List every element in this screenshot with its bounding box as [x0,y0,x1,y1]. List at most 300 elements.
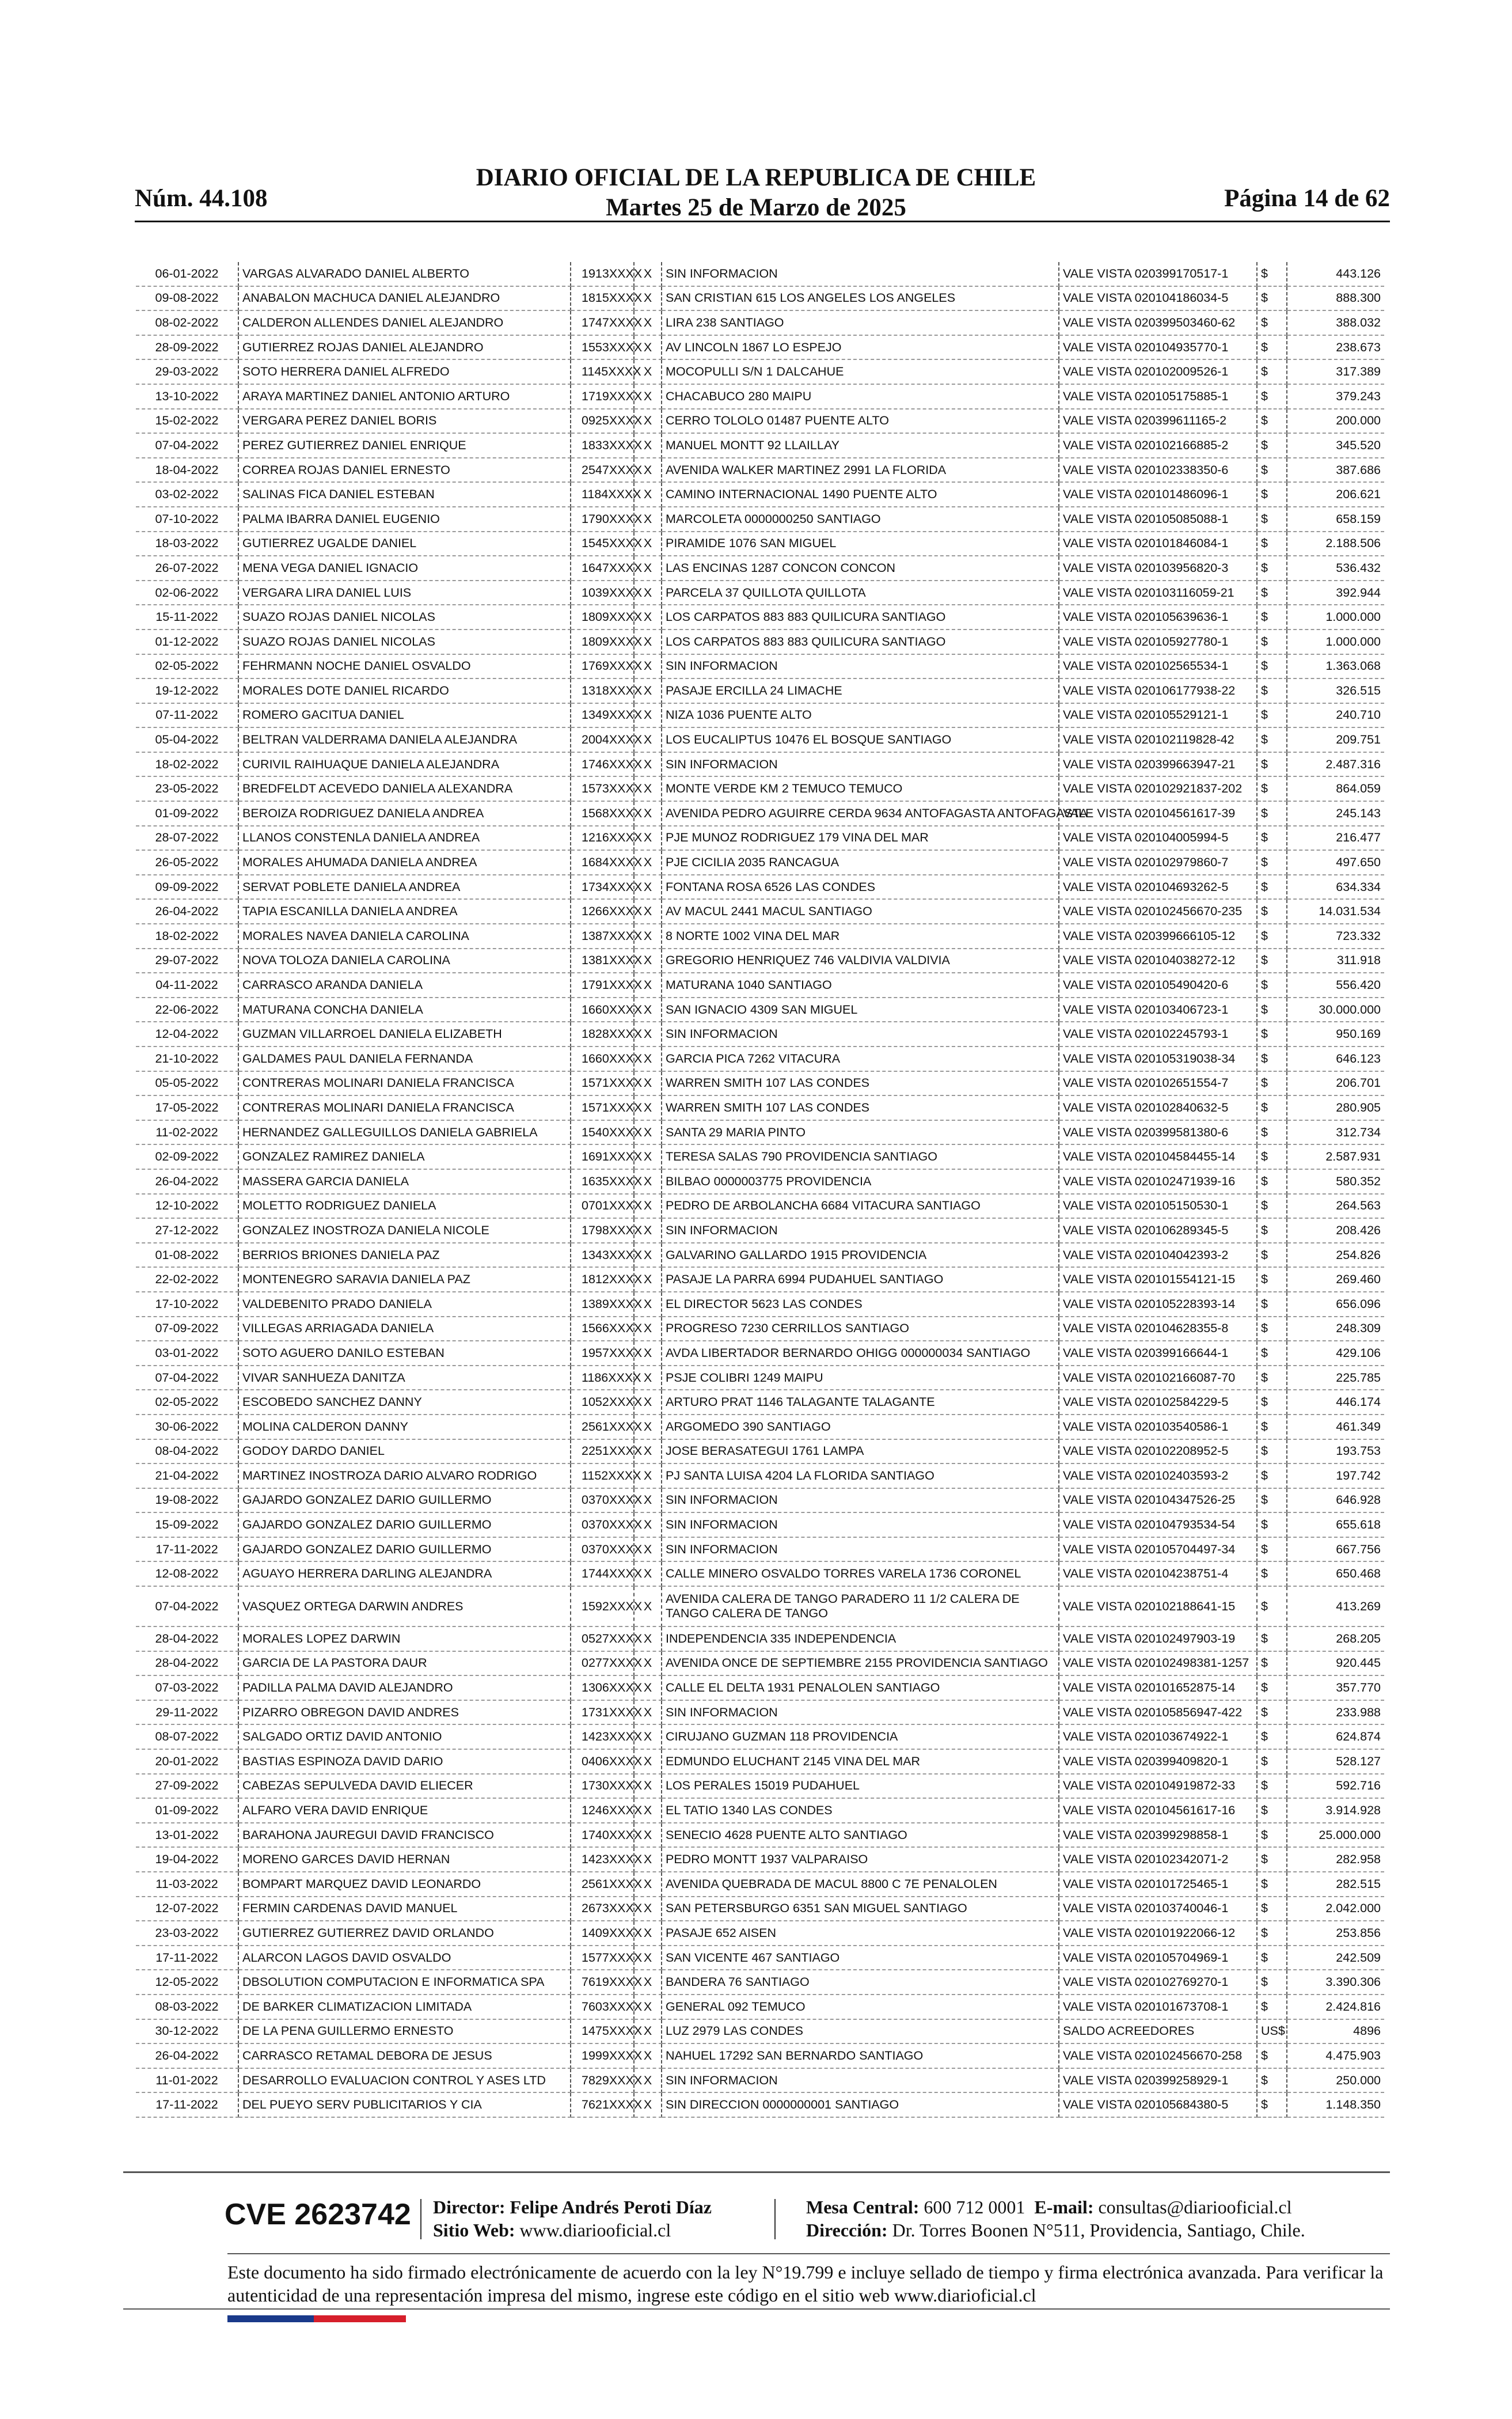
mark-cell: X [634,924,662,949]
address-cell: SIN INFORMACION [662,1512,1059,1537]
address-cell: PJE MUNOZ RODRIGUEZ 179 VINA DEL MAR [662,826,1059,851]
currency-cell: $ [1257,1243,1287,1268]
name-cell: MENA VEGA DANIEL IGNACIO [238,556,571,581]
name-cell: PADILLA PALMA DAVID ALEJANDRO [238,1675,571,1700]
amount-cell: 197.742 [1287,1463,1384,1488]
document-cell: VALE VISTA 020104793534-54 [1059,1512,1257,1537]
amount-cell: 667.756 [1287,1537,1384,1562]
table-row [136,727,1384,752]
table-row [136,581,1384,605]
document-cell: VALE VISTA 020103406723-1 [1059,998,1257,1022]
date-cell: 17-11-2022 [136,1946,238,1970]
mark-cell: X [634,2019,662,2044]
mark-cell: X [634,1700,662,1725]
date-cell: 02-09-2022 [136,1144,238,1169]
id-cell: 1730XXXX [571,1774,634,1799]
currency-cell: $ [1257,1463,1287,1488]
mark-cell: X [634,998,662,1022]
table-row [136,482,1384,507]
address-cell: GREGORIO HENRIQUEZ 746 VALDIVIA VALDIVIA [662,949,1059,973]
amount-cell: 2.424.816 [1287,1995,1384,2019]
document-cell: VALE VISTA 020101673708-1 [1059,1995,1257,2019]
mark-cell: X [634,776,662,801]
currency-cell: $ [1257,556,1287,581]
page-number: Página 14 de 62 [1224,185,1390,212]
mark-cell: X [634,2068,662,2093]
document-cell: VALE VISTA 020399503460-62 [1059,310,1257,335]
amount-cell: 208.426 [1287,1218,1384,1243]
currency-cell: $ [1257,654,1287,679]
currency-cell: $ [1257,1946,1287,1970]
amount-cell: 268.205 [1287,1626,1384,1651]
date-cell: 15-09-2022 [136,1512,238,1537]
mark-cell: X [634,1897,662,1921]
mark-cell: X [634,899,662,924]
email-link[interactable]: consultas@diariooficial.cl [1098,2197,1292,2217]
currency-cell: $ [1257,1071,1287,1096]
amount-cell: 536.432 [1287,556,1384,581]
name-cell: TAPIA ESCANILLA DANIELA ANDREA [238,899,571,924]
table-row [136,507,1384,532]
currency-cell: $ [1257,458,1287,483]
date-cell: 17-10-2022 [136,1292,238,1317]
address-cell: PEDRO DE ARBOLANCHA 6684 VITACURA SANTIAGO [662,1194,1059,1219]
document-cell: SALDO ACREEDORES [1059,2019,1257,2044]
mark-cell: X [634,1626,662,1651]
address-cell: CERRO TOLOLO 01487 PUENTE ALTO [662,409,1059,434]
date-cell: 30-12-2022 [136,2019,238,2044]
address-cell: LUZ 2979 LAS CONDES [662,2019,1059,2044]
currency-cell: $ [1257,1749,1287,1774]
date-cell: 01-09-2022 [136,801,238,826]
address-cell: MOCOPULLI S/N 1 DALCAHUE [662,359,1059,384]
date-cell: 23-03-2022 [136,1921,238,1946]
currency-cell: $ [1257,1872,1287,1897]
mark-cell: X [634,1366,662,1390]
date-cell: 08-03-2022 [136,1995,238,2019]
currency-cell: $ [1257,532,1287,556]
name-cell: VERGARA LIRA DANIEL LUIS [238,581,571,605]
amount-cell: 658.159 [1287,507,1384,532]
table-row [136,776,1384,801]
amount-cell: 250.000 [1287,2068,1384,2093]
id-cell: 1691XXXX [571,1144,634,1169]
amount-cell: 2.587.931 [1287,1144,1384,1169]
amount-cell: 379.243 [1287,384,1384,409]
document-cell: VALE VISTA 020101554121-15 [1059,1267,1257,1292]
id-cell: 1387XXXX [571,924,634,949]
mark-cell: X [634,850,662,875]
date-cell: 15-02-2022 [136,409,238,434]
address-cell: LOS CARPATOS 883 883 QUILICURA SANTIAGO [662,630,1059,654]
table-row [136,458,1384,483]
currency-cell: $ [1257,1267,1287,1292]
document-cell: VALE VISTA 020102565534-1 [1059,654,1257,679]
id-cell: 1812XXXX [571,1267,634,1292]
cve-code: CVE 2623742 [225,2198,411,2231]
address-cell: LOS EUCALIPTUS 10476 EL BOSQUE SANTIAGO [662,727,1059,752]
address-cell: SAN VICENTE 467 SANTIAGO [662,1946,1059,1970]
address-cell: LOS CARPATOS 883 883 QUILICURA SANTIAGO [662,605,1059,630]
currency-cell: $ [1257,409,1287,434]
records-table-body [136,262,1384,2117]
currency-cell: $ [1257,1586,1287,1626]
document-cell: VALE VISTA 020102245793-1 [1059,1022,1257,1047]
id-cell: 1660XXXX [571,998,634,1022]
table-row [136,801,1384,826]
currency-cell: $ [1257,850,1287,875]
amount-cell: 206.621 [1287,482,1384,507]
mark-cell: X [634,458,662,483]
name-cell: MORALES DOTE DANIEL RICARDO [238,678,571,703]
date-cell: 19-04-2022 [136,1847,238,1872]
id-cell: 2251XXXX [571,1439,634,1464]
mark-cell: X [634,1194,662,1219]
date-cell: 28-07-2022 [136,826,238,851]
address-cell: AVENIDA WALKER MARTINEZ 2991 LA FLORIDA [662,458,1059,483]
document-cell: VALE VISTA 020102456670-258 [1059,2043,1257,2068]
table-row [136,605,1384,630]
table-row [136,899,1384,924]
amount-cell: 240.710 [1287,703,1384,728]
mark-cell: X [634,507,662,532]
date-cell: 07-10-2022 [136,507,238,532]
website-link[interactable]: www.diariooficial.cl [519,2220,671,2240]
id-cell: 1318XXXX [571,678,634,703]
address-cell: SIN INFORMACION [662,1700,1059,1725]
amount-cell: 264.563 [1287,1194,1384,1219]
date-cell: 15-11-2022 [136,605,238,630]
mark-cell: X [634,1774,662,1799]
id-cell: 1573XXXX [571,776,634,801]
address-cell: MONTE VERDE KM 2 TEMUCO TEMUCO [662,776,1059,801]
address-cell: GARCIA PICA 7262 VITACURA [662,1047,1059,1071]
id-cell: 0370XXXX [571,1537,634,1562]
mark-cell: X [634,1749,662,1774]
name-cell: GUTIERREZ UGALDE DANIEL [238,532,571,556]
id-cell: 1186XXXX [571,1366,634,1390]
amount-cell: 920.445 [1287,1651,1384,1676]
document-cell: VALE VISTA 020104693262-5 [1059,875,1257,900]
document-cell: VALE VISTA 020105490420-6 [1059,973,1257,998]
id-cell: 1798XXXX [571,1218,634,1243]
document-cell: VALE VISTA 020101486096-1 [1059,482,1257,507]
address-cell: PASAJE LA PARRA 6994 PUDAHUEL SANTIAGO [662,1267,1059,1292]
mark-cell: X [634,1798,662,1823]
currency-cell: $ [1257,482,1287,507]
table-row [136,286,1384,311]
currency-cell: $ [1257,924,1287,949]
id-cell: 1423XXXX [571,1847,634,1872]
table-row [136,1970,1384,1995]
address-cell: PJE CICILIA 2035 RANCAGUA [662,850,1059,875]
date-cell: 12-04-2022 [136,1022,238,1047]
address-cell: SIN INFORMACION [662,752,1059,777]
currency-cell: $ [1257,286,1287,311]
currency-cell: $ [1257,1700,1287,1725]
table-row [136,1341,1384,1366]
name-cell: FERMIN CARDENAS DAVID MANUEL [238,1897,571,1921]
mark-cell: X [634,1537,662,1562]
table-row [136,1022,1384,1047]
publication-date: Martes 25 de Marzo de 2025 [606,194,906,221]
name-cell: CABEZAS SEPULVEDA DAVID ELIECER [238,1774,571,1799]
table-row [136,1512,1384,1537]
name-cell: NOVA TOLOZA DANIELA CAROLINA [238,949,571,973]
name-cell: MORALES LOPEZ DARWIN [238,1626,571,1651]
table-row [136,1243,1384,1268]
address-cell: GENERAL 092 TEMUCO [662,1995,1059,2019]
footer-rule [123,2308,1390,2310]
address-cell: SAN PETERSBURGO 6351 SAN MIGUEL SANTIAGO [662,1897,1059,1921]
mark-cell: X [634,1847,662,1872]
mark-cell: X [634,1561,662,1586]
table-row [136,1675,1384,1700]
id-cell: 1769XXXX [571,654,634,679]
table-row [136,359,1384,384]
amount-cell: 357.770 [1287,1675,1384,1700]
amount-cell: 446.174 [1287,1390,1384,1415]
amount-cell: 245.143 [1287,801,1384,826]
address-cell: CALLE MINERO OSVALDO TORRES VARELA 1736 CORONEL [662,1561,1059,1586]
id-cell: 7603XXXX [571,1995,634,2019]
document-cell: VALE VISTA 020104919872-33 [1059,1774,1257,1799]
name-cell: HERNANDEZ GALLEGUILLOS DANIELA GABRIELA [238,1120,571,1145]
mark-cell: X [634,1120,662,1145]
table-row [136,433,1384,458]
name-cell: VIVAR SANHUEZA DANITZA [238,1366,571,1390]
mark-cell: X [634,1724,662,1749]
name-cell: CONTRERAS MOLINARI DANIELA FRANCISCA [238,1071,571,1096]
currency-cell: $ [1257,1317,1287,1341]
date-cell: 26-04-2022 [136,2043,238,2068]
document-cell: VALE VISTA 020106289345-5 [1059,1218,1257,1243]
table-row [136,654,1384,679]
date-cell: 08-04-2022 [136,1439,238,1464]
date-cell: 08-07-2022 [136,1724,238,1749]
document-cell: VALE VISTA 020103956820-3 [1059,556,1257,581]
amount-cell: 461.349 [1287,1415,1384,1439]
amount-cell: 282.958 [1287,1847,1384,1872]
table-row [136,924,1384,949]
amount-cell: 326.515 [1287,678,1384,703]
table-row [136,1847,1384,1872]
id-cell: 0527XXXX [571,1626,634,1651]
currency-cell: $ [1257,1995,1287,2019]
name-cell: SALINAS FICA DANIEL ESTEBAN [238,482,571,507]
id-cell: 1571XXXX [571,1071,634,1096]
date-cell: 05-04-2022 [136,727,238,752]
document-cell: VALE VISTA 020106177938-22 [1059,678,1257,703]
document-cell: VALE VISTA 020102497903-19 [1059,1626,1257,1651]
table-row [136,384,1384,409]
document-cell: VALE VISTA 020399663947-21 [1059,752,1257,777]
currency-cell: $ [1257,1194,1287,1219]
currency-cell: $ [1257,1022,1287,1047]
name-cell: GODOY DARDO DANIEL [238,1439,571,1464]
document-cell: VALE VISTA 020101846084-1 [1059,532,1257,556]
document-cell: VALE VISTA 020102471939-16 [1059,1169,1257,1194]
id-cell: 0925XXXX [571,409,634,434]
id-cell: 1744XXXX [571,1561,634,1586]
currency-cell: $ [1257,2068,1287,2093]
name-cell: MASSERA GARCIA DANIELA [238,1169,571,1194]
date-cell: 18-02-2022 [136,924,238,949]
date-cell: 07-09-2022 [136,1317,238,1341]
table-row [136,875,1384,900]
currency-cell: $ [1257,1512,1287,1537]
id-cell: 1731XXXX [571,1700,634,1725]
table-row [136,532,1384,556]
date-cell: 26-07-2022 [136,556,238,581]
address-cell: MARCOLETA 0000000250 SANTIAGO [662,507,1059,532]
id-cell: 1809XXXX [571,630,634,654]
name-cell: GAJARDO GONZALEZ DARIO GUILLERMO [238,1537,571,1562]
amount-cell: 646.928 [1287,1488,1384,1513]
table-row [136,1144,1384,1169]
mark-cell: X [634,1390,662,1415]
date-cell: 17-05-2022 [136,1095,238,1120]
mesa-label: Mesa Central: [806,2197,920,2217]
id-cell: 0370XXXX [571,1488,634,1513]
currency-cell: $ [1257,1970,1287,1995]
id-cell: 1809XXXX [571,605,634,630]
address-cell: AVENIDA PEDRO AGUIRRE CERDA 9634 ANTOFAGASTA ANTOFAGASTA [662,801,1059,826]
document-cell: VALE VISTA 020102498381-1257 [1059,1651,1257,1676]
address-cell: AVENIDA QUEBRADA DE MACUL 8800 C 7E PENALOLEN [662,1872,1059,1897]
id-cell: 1540XXXX [571,1120,634,1145]
document-cell: VALE VISTA 020103116059-21 [1059,581,1257,605]
date-cell: 18-04-2022 [136,458,238,483]
table-row [136,1194,1384,1219]
mark-cell: X [634,678,662,703]
address-cell: PASAJE ERCILLA 24 LIMACHE [662,678,1059,703]
currency-cell: $ [1257,801,1287,826]
address-cell: BILBAO 0000003775 PROVIDENCIA [662,1169,1059,1194]
mark-cell: X [634,1872,662,1897]
table-row [136,1995,1384,2019]
document-cell: VALE VISTA 020101922066-12 [1059,1921,1257,1946]
document-cell: VALE VISTA 020105150530-1 [1059,1194,1257,1219]
name-cell: GUTIERREZ ROJAS DANIEL ALEJANDRO [238,335,571,360]
table-row [136,1626,1384,1651]
id-cell: 2673XXXX [571,1897,634,1921]
date-cell: 30-06-2022 [136,1415,238,1439]
name-cell: SUAZO ROJAS DANIEL NICOLAS [238,605,571,630]
mark-cell: X [634,1946,662,1970]
document-cell: VALE VISTA 020102166087-70 [1059,1366,1257,1390]
document-cell: VALE VISTA 020105927780-1 [1059,630,1257,654]
amount-cell: 282.515 [1287,1872,1384,1897]
amount-cell: 209.751 [1287,727,1384,752]
id-cell: 1039XXXX [571,581,634,605]
currency-cell: $ [1257,1626,1287,1651]
document-cell: VALE VISTA 020105175885-1 [1059,384,1257,409]
name-cell: CONTRERAS MOLINARI DANIELA FRANCISCA [238,1095,571,1120]
mark-cell: X [634,1488,662,1513]
id-cell: 1999XXXX [571,2043,634,2068]
amount-cell: 3.390.306 [1287,1970,1384,1995]
id-cell: 1266XXXX [571,899,634,924]
address-cell: MATURANA 1040 SANTIAGO [662,973,1059,998]
table-row [136,1724,1384,1749]
id-cell: 1545XXXX [571,532,634,556]
id-cell: 1349XXXX [571,703,634,728]
table-row [136,1415,1384,1439]
document-cell: VALE VISTA 020102208952-5 [1059,1439,1257,1464]
address-cell: NAHUEL 17292 SAN BERNARDO SANTIAGO [662,2043,1059,2068]
currency-cell: $ [1257,1144,1287,1169]
mark-cell: X [634,801,662,826]
address-cell: ARGOMEDO 390 SANTIAGO [662,1415,1059,1439]
date-cell: 26-04-2022 [136,899,238,924]
name-cell: MARTINEZ INOSTROZA DARIO ALVARO RODRIGO [238,1463,571,1488]
amount-cell: 1.000.000 [1287,630,1384,654]
mark-cell: X [634,359,662,384]
mark-cell: X [634,1823,662,1848]
name-cell: MONTENEGRO SARAVIA DANIELA PAZ [238,1267,571,1292]
mark-cell: X [634,654,662,679]
id-cell: 7829XXXX [571,2068,634,2093]
amount-cell: 200.000 [1287,409,1384,434]
name-cell: PIZARRO OBREGON DAVID ANDRES [238,1700,571,1725]
address-cell: ARTURO PRAT 1146 TALAGANTE TALAGANTE [662,1390,1059,1415]
date-cell: 03-02-2022 [136,482,238,507]
mark-cell: X [634,630,662,654]
currency-cell: $ [1257,1047,1287,1071]
contact-line [806,2196,1305,2219]
amount-cell: 723.332 [1287,924,1384,949]
table-row [136,1463,1384,1488]
id-cell: 1216XXXX [571,826,634,851]
address-cell: SIN DIRECCION 0000000001 SANTIAGO [662,2092,1059,2117]
address-cell: CIRUJANO GUZMAN 118 PROVIDENCIA [662,1724,1059,1749]
name-cell: GAJARDO GONZALEZ DARIO GUILLERMO [238,1512,571,1537]
amount-cell: 14.031.534 [1287,899,1384,924]
amount-cell: 317.389 [1287,359,1384,384]
id-cell: 2561XXXX [571,1415,634,1439]
table-row [136,262,1384,286]
document-cell: VALE VISTA 020104238751-4 [1059,1561,1257,1586]
document-cell: VALE VISTA 020102651554-7 [1059,1071,1257,1096]
id-cell: 1568XXXX [571,801,634,826]
date-cell: 17-11-2022 [136,1537,238,1562]
table-row [136,1218,1384,1243]
table-row [136,2092,1384,2117]
name-cell: CORREA ROJAS DANIEL ERNESTO [238,458,571,483]
document-cell: VALE VISTA 020105704969-1 [1059,1946,1257,1970]
name-cell: GAJARDO GONZALEZ DARIO GUILLERMO [238,1488,571,1513]
issue-number: Núm. 44.108 [135,185,268,212]
date-cell: 05-05-2022 [136,1071,238,1096]
id-cell: 1184XXXX [571,482,634,507]
date-cell: 28-04-2022 [136,1626,238,1651]
legal-notice: Este documento ha sido firmado electrónicamente de acuerdo con la ley N°19.799 e incluye sellado de tiempo y firma electrónica avanzada. Para verificar la autenticidad de una representación impresa del mismo, ingrese este código en el sitio web www.diarioficial.cl [227,2262,1384,2306]
date-cell: 07-04-2022 [136,1586,238,1626]
mark-cell: X [634,1995,662,2019]
name-cell: CARRASCO RETAMAL DEBORA DE JESUS [238,2043,571,2068]
currency-cell: $ [1257,776,1287,801]
address-cell: SIN INFORMACION [662,1537,1059,1562]
document-cell: VALE VISTA 020104042393-2 [1059,1243,1257,1268]
amount-cell: 656.096 [1287,1292,1384,1317]
currency-cell: $ [1257,1798,1287,1823]
address-cell: LAS ENCINAS 1287 CONCON CONCON [662,556,1059,581]
id-cell: 1475XXXX [571,2019,634,2044]
id-cell: 1740XXXX [571,1823,634,1848]
address-cell: TERESA SALAS 790 PROVIDENCIA SANTIAGO [662,1144,1059,1169]
table-row [136,1537,1384,1562]
